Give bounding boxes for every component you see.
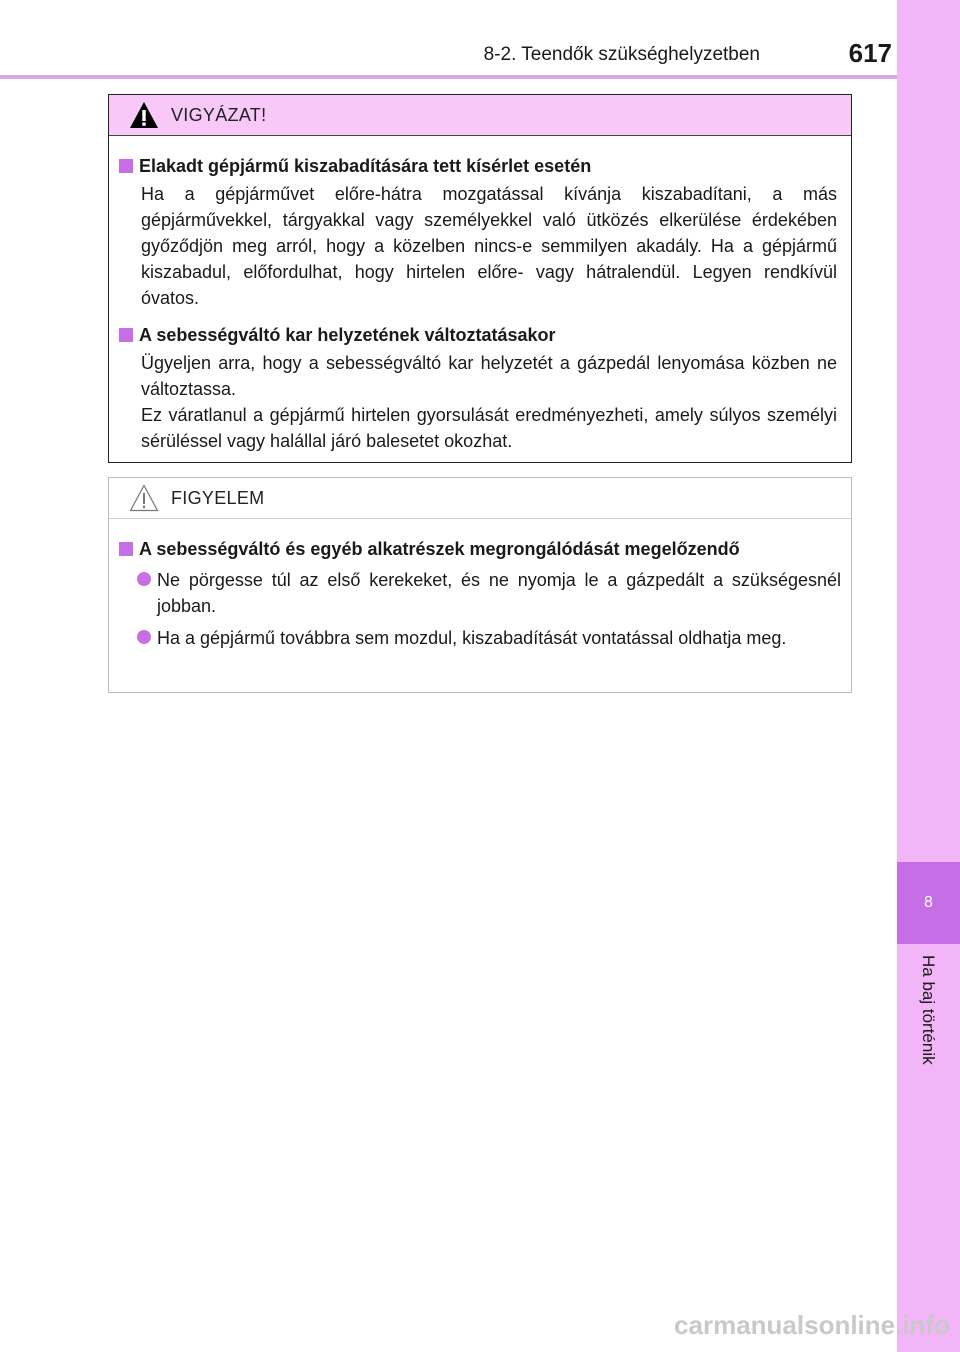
- page-number: 617: [848, 38, 892, 68]
- warning-section-title: Elakadt gépjármű kiszabadítására tett kísérlet esetén: [119, 154, 841, 178]
- warning-box-body: [109, 136, 851, 454]
- warning-paragraph: Ügyeljen arra, hogy a sebességváltó kar helyzetét a gázpedál lenyomása közben ne változtassa.: [141, 353, 837, 399]
- notice-triangle-icon: [129, 484, 159, 512]
- watermark: carmanualsonline.info: [674, 1310, 950, 1340]
- warning-box: [108, 94, 852, 463]
- list-item: Ha a gépjármű továbbra sem mozdul, kiszabadítását vontatással oldhatja meg.: [137, 625, 841, 651]
- notice-box-body: [109, 519, 851, 651]
- notice-box: [108, 477, 852, 693]
- square-bullet-icon: [119, 542, 133, 556]
- warning-label: VIGYÁZAT!: [171, 104, 267, 125]
- warning-paragraph: Ha a gépjárművet előre-hátra mozgatással kívánja kiszabadítani, a más gépjárművekkel, tárgyakkal vagy személyekkel való ütközés elkerülése érdekében győződjön meg arról, hogy a közelben nincs-e semmilyen akadály. Ha a gépjármű kiszabadul, előfordulhat, hogy hirtelen előre- vagy hátralendül. Legyen rendkívül óvatos.: [141, 184, 837, 308]
- section-title: 8-2. Teendők szükséghelyzetben: [483, 44, 760, 65]
- header-divider: [0, 75, 897, 79]
- square-bullet-icon: [119, 159, 133, 173]
- list-item: Ne pörgesse túl az első kerekeket, és ne nyomja le a gázpedált a szükségesnél jobban.: [137, 567, 841, 619]
- warning-section-title: A sebességváltó kar helyzetének változtatásakor: [119, 323, 841, 347]
- warning-box-header: [109, 95, 851, 136]
- square-bullet-icon: [119, 328, 133, 342]
- notice-section-title: A sebességváltó és egyéb alkatrészek megrongálódását megelőzendő: [119, 537, 841, 561]
- circle-bullet-icon: [137, 572, 151, 586]
- chapter-number: 8: [897, 862, 960, 944]
- circle-bullet-icon: [137, 630, 151, 644]
- warning-paragraph: Ez váratlanul a gépjármű hirtelen gyorsulását eredményezheti, amely súlyos személyi sérüléssel vagy halállal járó balesetet okozhat.: [141, 405, 837, 451]
- notice-box-header: [109, 478, 851, 519]
- warning-triangle-icon: [129, 101, 159, 129]
- chapter-side-tab: [897, 0, 960, 1352]
- chapter-title: Ha baj történik: [919, 955, 938, 1065]
- notice-label: FIGYELEM: [171, 487, 265, 508]
